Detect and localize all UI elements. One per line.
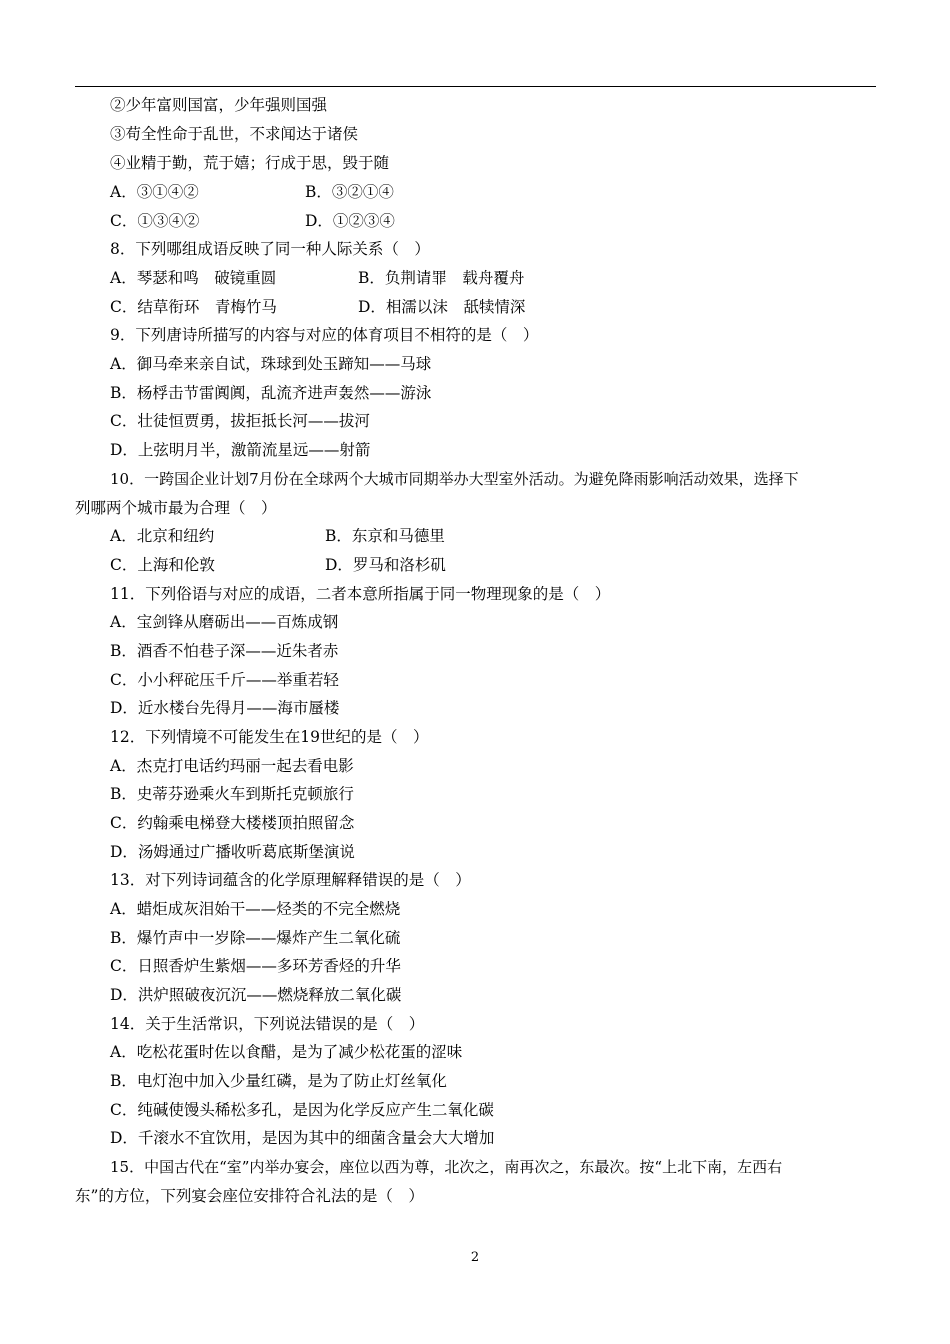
- question-10-continued: 列哪两个城市最为合理（ ）: [75, 499, 277, 517]
- option-d: D．①②③④: [305, 212, 395, 230]
- option-c: C．日照香炉生紫烟——多环芳香烃的升华: [110, 957, 401, 975]
- option-b: B．③②①④: [305, 183, 394, 201]
- option-a: A．宝剑锋从磨砺出——百炼成钢: [110, 613, 339, 631]
- option-d: D．汤姆通过广播收听葛底斯堡演说: [110, 843, 355, 861]
- option-a: A．吃松花蛋时佐以食醋，是为了减少松花蛋的涩味: [110, 1043, 463, 1061]
- text-line: ③苟全性命于乱世，不求闻达于诸侯: [110, 125, 359, 143]
- text-line: ②少年富则国富，少年强则国强: [110, 96, 328, 114]
- question-11: 11．下列俗语与对应的成语，二者本意所指属于同一物理现象的是（ ）: [110, 585, 611, 603]
- question-13: 13．对下列诗词蕴含的化学原理解释错误的是（ ）: [110, 871, 471, 889]
- option-b: B．杨桴击节雷阗阗，乱流齐进声轰然——游泳: [110, 384, 432, 402]
- text-line: ④业精于勤，荒于嬉；行成于思，毁于随: [110, 154, 390, 172]
- option-a: A．③①④②: [110, 183, 199, 201]
- question-10: 10．一跨国企业计划7月份在全球两个大城市同期举办大型室外活动。为避免降雨影响活动效果，选择下: [110, 470, 799, 488]
- option-c: C．小小秤砣压千斤——举重若轻: [110, 671, 339, 689]
- option-d: D．相濡以沫 舐犊情深: [358, 298, 526, 316]
- option-b: B．电灯泡中加入少量红磷，是为了防止灯丝氧化: [110, 1072, 447, 1090]
- option-d: D．近水楼台先得月——海市蜃楼: [110, 699, 340, 717]
- option-c: C．上海和伦敦: [110, 556, 215, 574]
- option-a: A．御马牵来亲自试，珠球到处玉蹄知——马球: [110, 355, 432, 373]
- option-a: A．琴瑟和鸣 破镜重圆: [110, 269, 277, 287]
- option-c: C．壮徒恒贾勇，拔拒抵长河——拔河: [110, 412, 370, 430]
- question-12: 12．下列情境不可能发生在19世纪的是（ ）: [110, 728, 429, 746]
- option-a: A．杰克打电话约玛丽一起去看电影: [110, 757, 354, 775]
- option-c: C．约翰乘电梯登大楼楼顶拍照留念: [110, 814, 355, 832]
- question-14: 14．关于生活常识，下列说法错误的是（ ）: [110, 1015, 425, 1033]
- header-rule: [75, 86, 876, 87]
- question-9: 9．下列唐诗所描写的内容与对应的体育项目不相符的是（ ）: [110, 326, 539, 344]
- option-b: B．负荆请罪 载舟覆舟: [358, 269, 525, 287]
- question-8: 8．下列哪组成语反映了同一种人际关系（ ）: [110, 240, 430, 258]
- question-15-continued: 东”的方位，下列宴会座位安排符合礼法的是（ ）: [75, 1187, 424, 1205]
- option-d: D．罗马和洛杉矶: [325, 556, 446, 574]
- question-15: 15．中国古代在“室”内举办宴会，座位以西为尊，北次之，南再次之，东最次。按“上北下南，左西右: [110, 1158, 783, 1176]
- option-d: D．洪炉照破夜沉沉——燃烧释放二氧化碳: [110, 986, 402, 1004]
- option-a: A．北京和纽约: [110, 527, 215, 545]
- option-d: D．千滚水不宜饮用，是因为其中的细菌含量会大大增加: [110, 1129, 495, 1147]
- option-c: C．①③④②: [110, 212, 200, 230]
- option-d: D．上弦明月半，激箭流星远——射箭: [110, 441, 371, 459]
- option-c: C．纯碱使馒头稀松多孔，是因为化学反应产生二氧化碳: [110, 1101, 494, 1119]
- option-b: B．史蒂芬逊乘火车到斯托克顿旅行: [110, 785, 354, 803]
- option-b: B．爆竹声中一岁除——爆炸产生二氧化硫: [110, 929, 401, 947]
- page-number: 2: [470, 1250, 480, 1265]
- option-b: B．酒香不怕巷子深——近朱者赤: [110, 642, 339, 660]
- option-b: B．东京和马德里: [325, 527, 445, 545]
- option-a: A．蜡炬成灰泪始干——烃类的不完全燃烧: [110, 900, 401, 918]
- option-c: C．结草衔环 青梅竹马: [110, 298, 277, 316]
